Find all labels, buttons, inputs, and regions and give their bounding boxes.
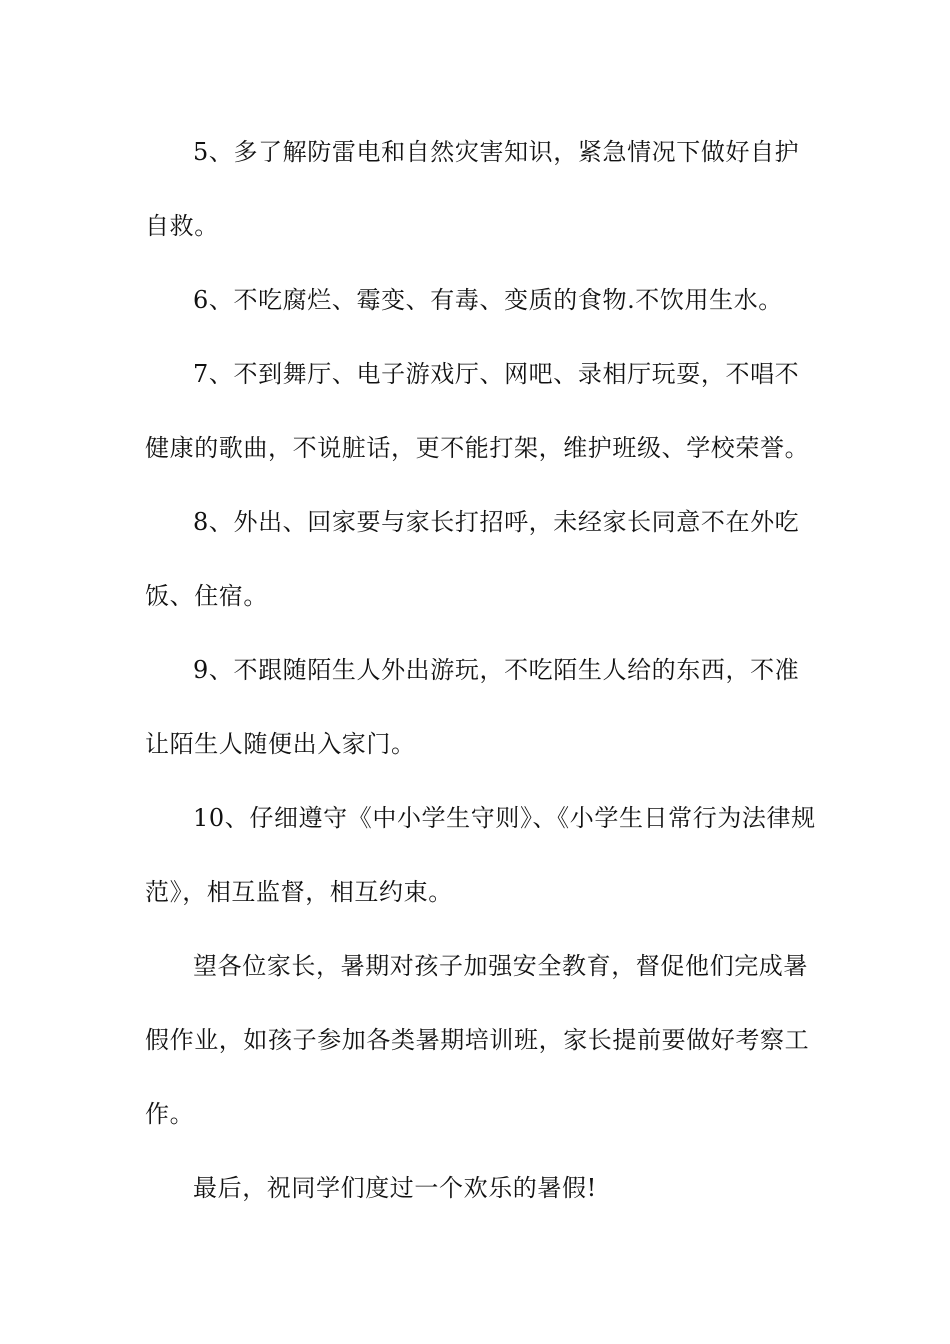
paragraph-parent-notice: 望各位家长，暑期对孩子加强安全教育，督促他们完成暑假作业，如孩子参加各类暑期培训班，家长提前要做好考察工作。 <box>145 952 810 1128</box>
document-body <box>145 115 823 1225</box>
paragraph-rule-10: 10、仔细遵守《中小学生守则》、《小学生日常行为法律规范》，相互监督，相互约束。 <box>145 804 816 906</box>
paragraph-rule-7: 7、不到舞厅、电子游戏厅、网吧、录相厅玩耍，不唱不健康的歌曲，不说脏话，更不能打架，维护班级、学校荣誉。 <box>145 360 810 462</box>
paragraph-rule-8: 8、外出、回家要与家长打招呼，未经家长同意不在外吃饭、住宿。 <box>145 508 800 610</box>
paragraph-rule-9: 9、不跟随陌生人外出游玩，不吃陌生人给的东西，不准让陌生人随便出入家门。 <box>145 656 800 758</box>
paragraph-rule-5: 5、多了解防雷电和自然灾害知识，紧急情况下做好自护自救。 <box>145 138 800 240</box>
paragraph-rule-6: 6、不吃腐烂、霉变、有毒、变质的食物.不饮用生水。 <box>193 286 783 314</box>
paragraph-closing-wish: 最后，祝同学们度过一个欢乐的暑假! <box>193 1174 597 1202</box>
